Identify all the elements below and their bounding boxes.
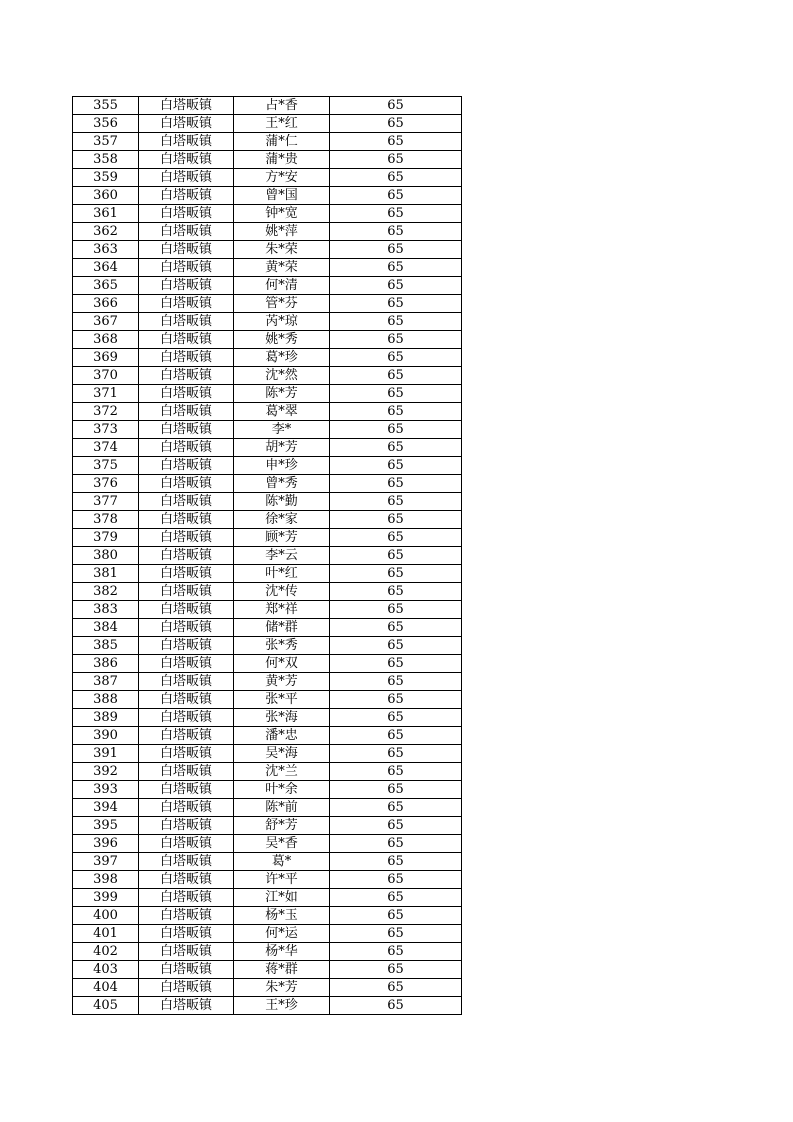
table-row — [73, 277, 462, 295]
cell-number: 403 — [73, 961, 139, 979]
cell-amount: 65 — [330, 403, 462, 421]
cell-town: 白塔畈镇 — [139, 583, 234, 601]
table-row — [73, 475, 462, 493]
table-row — [73, 97, 462, 115]
cell-number: 392 — [73, 763, 139, 781]
cell-town: 白塔畈镇 — [139, 601, 234, 619]
cell-town: 白塔畈镇 — [139, 979, 234, 997]
cell-number: 355 — [73, 97, 139, 115]
cell-town: 白塔畈镇 — [139, 943, 234, 961]
cell-number: 384 — [73, 619, 139, 637]
table-row — [73, 781, 462, 799]
cell-name: 姚*秀 — [234, 331, 330, 349]
cell-number: 367 — [73, 313, 139, 331]
table-row — [73, 637, 462, 655]
data-table — [72, 96, 462, 1015]
table-row — [73, 709, 462, 727]
cell-amount: 65 — [330, 241, 462, 259]
cell-name: 舒*芳 — [234, 817, 330, 835]
cell-town: 白塔畈镇 — [139, 709, 234, 727]
cell-name: 陈*芳 — [234, 385, 330, 403]
cell-amount: 65 — [330, 583, 462, 601]
cell-name: 顾*芳 — [234, 529, 330, 547]
cell-town: 白塔畈镇 — [139, 637, 234, 655]
table-row — [73, 925, 462, 943]
cell-town: 白塔畈镇 — [139, 241, 234, 259]
cell-amount: 65 — [330, 277, 462, 295]
cell-amount: 65 — [330, 691, 462, 709]
cell-amount: 65 — [330, 151, 462, 169]
cell-town: 白塔畈镇 — [139, 151, 234, 169]
cell-amount: 65 — [330, 205, 462, 223]
cell-amount: 65 — [330, 475, 462, 493]
table-row — [73, 331, 462, 349]
table-row — [73, 583, 462, 601]
table-row — [73, 313, 462, 331]
cell-name: 曾*秀 — [234, 475, 330, 493]
cell-amount: 65 — [330, 619, 462, 637]
cell-town: 白塔畈镇 — [139, 781, 234, 799]
cell-town: 白塔畈镇 — [139, 331, 234, 349]
table-row — [73, 511, 462, 529]
cell-number: 356 — [73, 115, 139, 133]
cell-name: 吴*海 — [234, 745, 330, 763]
cell-number: 381 — [73, 565, 139, 583]
cell-number: 370 — [73, 367, 139, 385]
cell-amount: 65 — [330, 457, 462, 475]
cell-name: 管*芬 — [234, 295, 330, 313]
cell-name: 何*清 — [234, 277, 330, 295]
cell-name: 沈*兰 — [234, 763, 330, 781]
cell-amount: 65 — [330, 133, 462, 151]
cell-amount: 65 — [330, 673, 462, 691]
cell-name: 何*双 — [234, 655, 330, 673]
cell-number: 375 — [73, 457, 139, 475]
cell-town: 白塔畈镇 — [139, 565, 234, 583]
cell-name: 张*平 — [234, 691, 330, 709]
cell-number: 362 — [73, 223, 139, 241]
cell-name: 王*红 — [234, 115, 330, 133]
cell-name: 申*珍 — [234, 457, 330, 475]
table-row — [73, 727, 462, 745]
cell-town: 白塔畈镇 — [139, 277, 234, 295]
table-row — [73, 493, 462, 511]
cell-name: 潘*忠 — [234, 727, 330, 745]
cell-town: 白塔畈镇 — [139, 853, 234, 871]
cell-town: 白塔畈镇 — [139, 367, 234, 385]
cell-name: 杨*华 — [234, 943, 330, 961]
cell-amount: 65 — [330, 367, 462, 385]
cell-name: 李*云 — [234, 547, 330, 565]
cell-number: 357 — [73, 133, 139, 151]
cell-amount: 65 — [330, 223, 462, 241]
table-row — [73, 889, 462, 907]
cell-number: 366 — [73, 295, 139, 313]
table-row — [73, 799, 462, 817]
cell-name: 吴*香 — [234, 835, 330, 853]
cell-number: 400 — [73, 907, 139, 925]
table-row — [73, 673, 462, 691]
cell-name: 钟*宽 — [234, 205, 330, 223]
cell-number: 393 — [73, 781, 139, 799]
cell-town: 白塔畈镇 — [139, 313, 234, 331]
cell-name: 叶*红 — [234, 565, 330, 583]
cell-number: 359 — [73, 169, 139, 187]
cell-name: 蒲*仁 — [234, 133, 330, 151]
table-row — [73, 655, 462, 673]
cell-amount: 65 — [330, 547, 462, 565]
cell-amount: 65 — [330, 763, 462, 781]
table-row — [73, 187, 462, 205]
cell-number: 373 — [73, 421, 139, 439]
cell-name: 储*群 — [234, 619, 330, 637]
cell-number: 404 — [73, 979, 139, 997]
cell-name: 葛* — [234, 853, 330, 871]
cell-town: 白塔畈镇 — [139, 295, 234, 313]
cell-name: 陈*勤 — [234, 493, 330, 511]
cell-name: 许*平 — [234, 871, 330, 889]
table-row — [73, 979, 462, 997]
table-row — [73, 547, 462, 565]
cell-town: 白塔畈镇 — [139, 187, 234, 205]
cell-town: 白塔畈镇 — [139, 349, 234, 367]
cell-town: 白塔畈镇 — [139, 475, 234, 493]
cell-amount: 65 — [330, 943, 462, 961]
cell-town: 白塔畈镇 — [139, 889, 234, 907]
cell-name: 黄*荣 — [234, 259, 330, 277]
table-row — [73, 619, 462, 637]
cell-name: 王*珍 — [234, 997, 330, 1015]
table-row — [73, 745, 462, 763]
cell-amount: 65 — [330, 511, 462, 529]
cell-town: 白塔畈镇 — [139, 547, 234, 565]
table-row — [73, 871, 462, 889]
cell-number: 399 — [73, 889, 139, 907]
cell-number: 377 — [73, 493, 139, 511]
table-row — [73, 115, 462, 133]
cell-town: 白塔畈镇 — [139, 727, 234, 745]
cell-amount: 65 — [330, 979, 462, 997]
cell-town: 白塔畈镇 — [139, 385, 234, 403]
cell-amount: 65 — [330, 115, 462, 133]
cell-number: 382 — [73, 583, 139, 601]
cell-number: 378 — [73, 511, 139, 529]
cell-name: 江*如 — [234, 889, 330, 907]
table-row — [73, 997, 462, 1015]
cell-amount: 65 — [330, 961, 462, 979]
cell-amount: 65 — [330, 187, 462, 205]
cell-amount: 65 — [330, 313, 462, 331]
cell-town: 白塔畈镇 — [139, 655, 234, 673]
cell-number: 360 — [73, 187, 139, 205]
cell-amount: 65 — [330, 799, 462, 817]
cell-amount: 65 — [330, 601, 462, 619]
cell-amount: 65 — [330, 997, 462, 1015]
cell-number: 371 — [73, 385, 139, 403]
cell-number: 388 — [73, 691, 139, 709]
cell-number: 358 — [73, 151, 139, 169]
cell-name: 胡*芳 — [234, 439, 330, 457]
table-row — [73, 169, 462, 187]
cell-town: 白塔畈镇 — [139, 907, 234, 925]
cell-town: 白塔畈镇 — [139, 457, 234, 475]
cell-town: 白塔畈镇 — [139, 403, 234, 421]
cell-amount: 65 — [330, 493, 462, 511]
cell-amount: 65 — [330, 637, 462, 655]
table-row — [73, 943, 462, 961]
cell-town: 白塔畈镇 — [139, 997, 234, 1015]
table-row — [73, 385, 462, 403]
table-row — [73, 367, 462, 385]
cell-amount: 65 — [330, 727, 462, 745]
cell-number: 386 — [73, 655, 139, 673]
cell-town: 白塔畈镇 — [139, 871, 234, 889]
cell-town: 白塔畈镇 — [139, 925, 234, 943]
cell-town: 白塔畈镇 — [139, 169, 234, 187]
cell-number: 376 — [73, 475, 139, 493]
table-row — [73, 151, 462, 169]
table-row — [73, 835, 462, 853]
cell-name: 沈*然 — [234, 367, 330, 385]
cell-town: 白塔畈镇 — [139, 763, 234, 781]
cell-name: 朱*荣 — [234, 241, 330, 259]
cell-amount: 65 — [330, 529, 462, 547]
cell-amount: 65 — [330, 817, 462, 835]
cell-number: 372 — [73, 403, 139, 421]
cell-number: 365 — [73, 277, 139, 295]
cell-number: 361 — [73, 205, 139, 223]
cell-name: 朱*芳 — [234, 979, 330, 997]
cell-number: 374 — [73, 439, 139, 457]
cell-name: 姚*萍 — [234, 223, 330, 241]
cell-name: 蒋*群 — [234, 961, 330, 979]
cell-number: 394 — [73, 799, 139, 817]
table-row — [73, 133, 462, 151]
cell-name: 葛*翠 — [234, 403, 330, 421]
cell-number: 385 — [73, 637, 139, 655]
cell-name: 张*海 — [234, 709, 330, 727]
table-row — [73, 403, 462, 421]
cell-number: 391 — [73, 745, 139, 763]
cell-amount: 65 — [330, 169, 462, 187]
cell-amount: 65 — [330, 925, 462, 943]
cell-town: 白塔畈镇 — [139, 835, 234, 853]
cell-town: 白塔畈镇 — [139, 133, 234, 151]
cell-town: 白塔畈镇 — [139, 817, 234, 835]
table-row — [73, 259, 462, 277]
cell-number: 389 — [73, 709, 139, 727]
cell-amount: 65 — [330, 835, 462, 853]
cell-amount: 65 — [330, 889, 462, 907]
cell-name: 何*运 — [234, 925, 330, 943]
cell-town: 白塔畈镇 — [139, 799, 234, 817]
table-row — [73, 817, 462, 835]
table-row — [73, 853, 462, 871]
cell-town: 白塔畈镇 — [139, 115, 234, 133]
cell-name: 张*秀 — [234, 637, 330, 655]
cell-number: 390 — [73, 727, 139, 745]
cell-amount: 65 — [330, 295, 462, 313]
table-row — [73, 439, 462, 457]
cell-town: 白塔畈镇 — [139, 421, 234, 439]
cell-name: 李* — [234, 421, 330, 439]
cell-amount: 65 — [330, 709, 462, 727]
cell-town: 白塔畈镇 — [139, 673, 234, 691]
cell-amount: 65 — [330, 259, 462, 277]
cell-number: 363 — [73, 241, 139, 259]
cell-name: 蒲*贵 — [234, 151, 330, 169]
cell-number: 396 — [73, 835, 139, 853]
cell-name: 郑*祥 — [234, 601, 330, 619]
cell-amount: 65 — [330, 781, 462, 799]
table-row — [73, 601, 462, 619]
cell-number: 380 — [73, 547, 139, 565]
cell-town: 白塔畈镇 — [139, 745, 234, 763]
cell-amount: 65 — [330, 349, 462, 367]
cell-number: 364 — [73, 259, 139, 277]
table-row — [73, 349, 462, 367]
cell-number: 379 — [73, 529, 139, 547]
cell-amount: 65 — [330, 871, 462, 889]
cell-town: 白塔畈镇 — [139, 205, 234, 223]
table-body — [73, 97, 462, 1015]
table-row — [73, 961, 462, 979]
cell-amount: 65 — [330, 385, 462, 403]
table-row — [73, 457, 462, 475]
cell-town: 白塔畈镇 — [139, 439, 234, 457]
cell-town: 白塔畈镇 — [139, 223, 234, 241]
cell-town: 白塔畈镇 — [139, 493, 234, 511]
cell-number: 405 — [73, 997, 139, 1015]
cell-amount: 65 — [330, 655, 462, 673]
cell-town: 白塔畈镇 — [139, 259, 234, 277]
cell-number: 383 — [73, 601, 139, 619]
cell-town: 白塔畈镇 — [139, 529, 234, 547]
table-row — [73, 421, 462, 439]
cell-name: 黄*芳 — [234, 673, 330, 691]
cell-name: 曾*国 — [234, 187, 330, 205]
table-row — [73, 223, 462, 241]
cell-town: 白塔畈镇 — [139, 691, 234, 709]
cell-name: 沈*传 — [234, 583, 330, 601]
table-row — [73, 529, 462, 547]
cell-number: 397 — [73, 853, 139, 871]
cell-number: 402 — [73, 943, 139, 961]
cell-amount: 65 — [330, 907, 462, 925]
table-row — [73, 691, 462, 709]
cell-town: 白塔畈镇 — [139, 961, 234, 979]
table-row — [73, 241, 462, 259]
cell-number: 401 — [73, 925, 139, 943]
cell-town: 白塔畈镇 — [139, 619, 234, 637]
cell-name: 杨*玉 — [234, 907, 330, 925]
cell-town: 白塔畈镇 — [139, 97, 234, 115]
cell-amount: 65 — [330, 421, 462, 439]
cell-number: 398 — [73, 871, 139, 889]
cell-name: 占*香 — [234, 97, 330, 115]
cell-amount: 65 — [330, 853, 462, 871]
table-row — [73, 763, 462, 781]
cell-town: 白塔畈镇 — [139, 511, 234, 529]
cell-name: 徐*家 — [234, 511, 330, 529]
cell-amount: 65 — [330, 745, 462, 763]
cell-amount: 65 — [330, 439, 462, 457]
table-row — [73, 295, 462, 313]
cell-name: 陈*前 — [234, 799, 330, 817]
cell-amount: 65 — [330, 97, 462, 115]
table-row — [73, 205, 462, 223]
table-row — [73, 907, 462, 925]
cell-amount: 65 — [330, 331, 462, 349]
cell-amount: 65 — [330, 565, 462, 583]
cell-name: 葛*珍 — [234, 349, 330, 367]
cell-name: 方*安 — [234, 169, 330, 187]
cell-number: 368 — [73, 331, 139, 349]
cell-name: 芮*琼 — [234, 313, 330, 331]
table-row — [73, 565, 462, 583]
cell-number: 369 — [73, 349, 139, 367]
cell-number: 395 — [73, 817, 139, 835]
cell-name: 叶*余 — [234, 781, 330, 799]
cell-number: 387 — [73, 673, 139, 691]
